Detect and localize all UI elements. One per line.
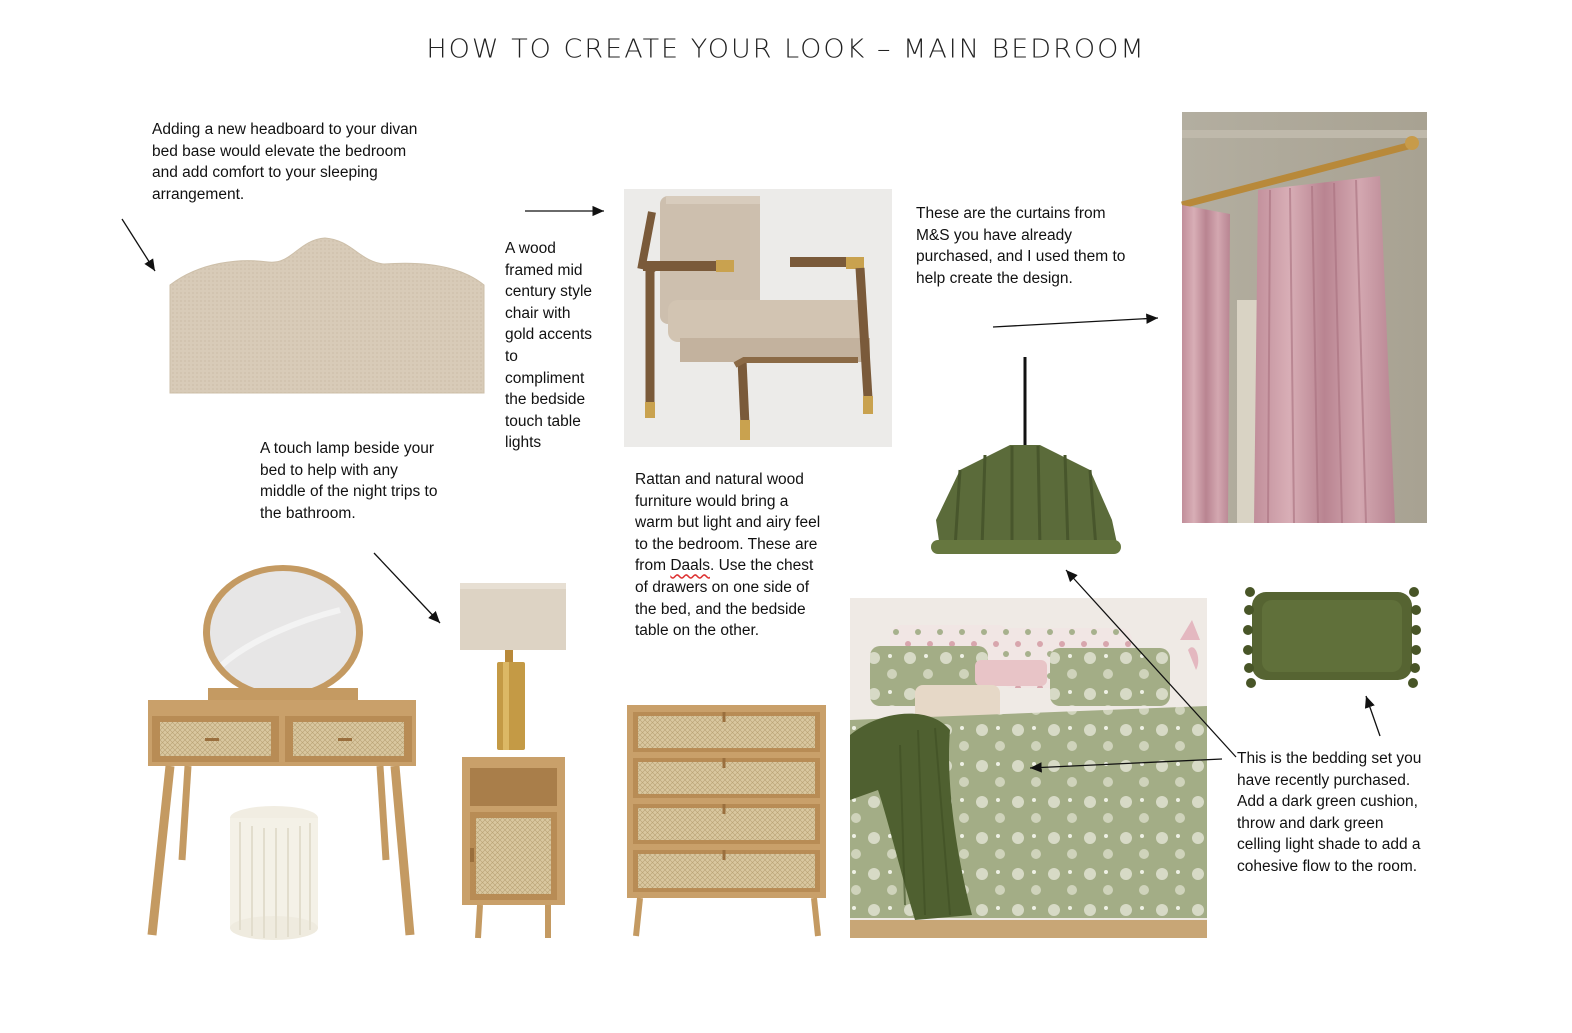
lamp-note: A touch lamp beside your bed to help with any middle of the night trips to the bathroom. [260, 440, 438, 522]
page-title: HOW TO CREATE YOUR LOOK – MAIN BEDROOM [426, 34, 1146, 65]
rattan-brand: Daals [670, 557, 710, 575]
headboard-note: Adding a new headboard to your divan bed base would elevate the bedroom and add comfort to your sleeping arrangement. [152, 121, 418, 203]
curtains-note: These are the curtains from M&S you have already purchased, and I used them to help create the design. [916, 205, 1126, 287]
rattan-note-text-1: Rattan and natural wood furniture would bring a warm but light and airy feel to the bedroom. These are from [635, 471, 821, 575]
bedding-note: This is the bedding set you have recently purchased. Add a dark green cushion, throw and dark green celling light shade to add a cohesive flow to the room. [1237, 750, 1422, 875]
rattan-note-text-2: . Use the chest of drawers on one side of the bed, and the bedside table on the other. [635, 557, 814, 640]
chair-note: A wood framed mid century style chair with gold accents to compliment the bedside touch table lights [505, 240, 593, 452]
